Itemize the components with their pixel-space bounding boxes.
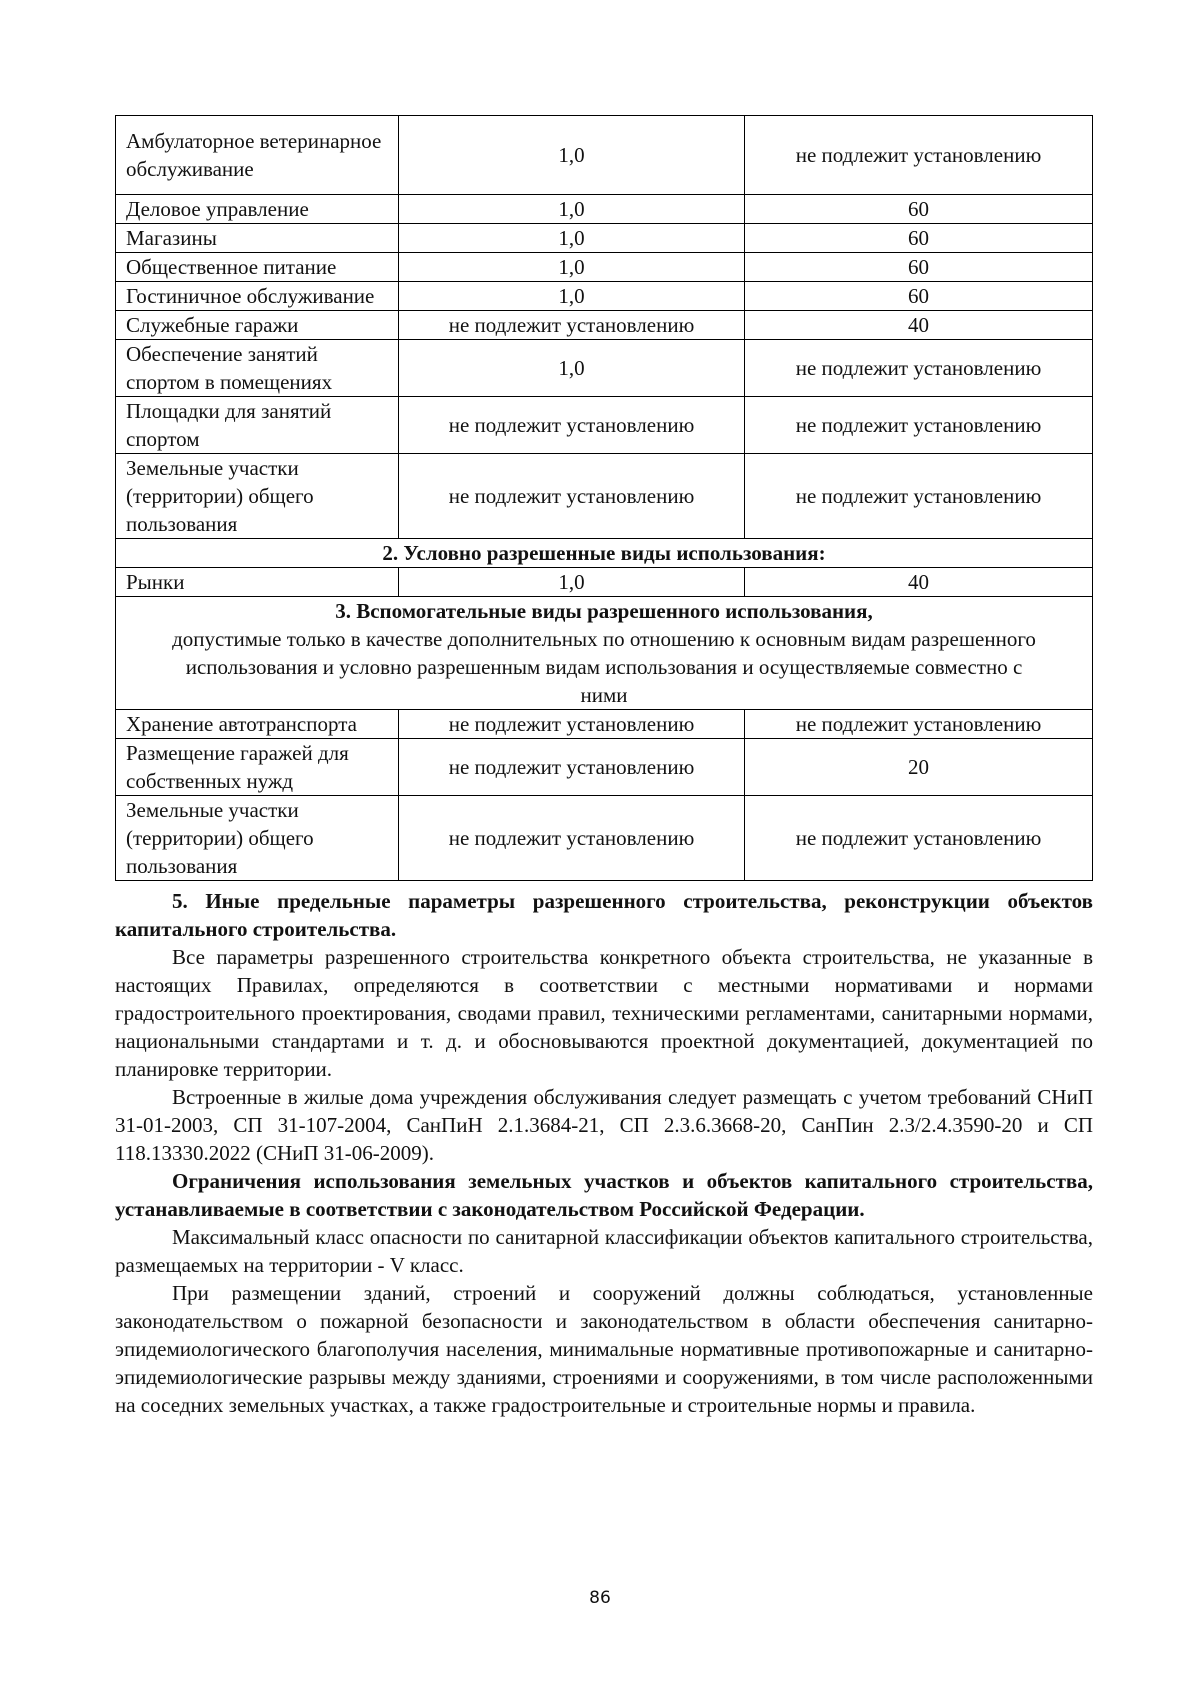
row-name: Земельные участки (территории) общего пользования: [116, 454, 399, 539]
row-value-1: 1,0: [399, 568, 745, 597]
restrictions-heading: Ограничения использования земельных участков и объектов капитального строительства, устанавливаемые в соответствии с законодательством Российской Федерации.: [115, 1169, 1093, 1221]
table-row: [116, 311, 1093, 340]
section-header-row: [116, 597, 1093, 710]
row-value-2: не подлежит установлению: [745, 116, 1093, 195]
table-row: [116, 796, 1093, 881]
paragraph: При размещении зданий, строений и сооружений должны соблюдаться, установленные законодательством о пожарной безопасности и законодательством в области обеспечения санитарно-эпидемиологического благополучия населения, минимальные нормативные противопожарные и санитарно-эпидемиологические разрывы между зданиями, строениями и сооружениями, в том числе расположенными на соседних земельных участках, а также градостроительные и строительные нормы и правила.: [115, 1281, 1093, 1417]
row-value-1: не подлежит установлению: [399, 739, 745, 796]
row-value-2: 20: [745, 739, 1093, 796]
document-page: [115, 115, 1093, 1419]
body-text: [115, 887, 1093, 1419]
row-value-1: 1,0: [399, 253, 745, 282]
row-value-2: не подлежит установлению: [745, 796, 1093, 881]
row-name: Площадки для занятий спортом: [116, 397, 399, 454]
row-value-2: 60: [745, 282, 1093, 311]
section-5-heading: 5. Иные предельные параметры разрешенного строительства, реконструкции объектов капитального строительства.: [115, 889, 1093, 941]
row-value-2: 60: [745, 224, 1093, 253]
row-name: Хранение автотранспорта: [116, 710, 399, 739]
row-value-2: не подлежит установлению: [745, 397, 1093, 454]
row-value-1: не подлежит установлению: [399, 397, 745, 454]
section-3-title: 3. Вспомогательные виды разрешенного использования,: [335, 599, 873, 623]
table-row: [116, 739, 1093, 796]
table-row: [116, 710, 1093, 739]
row-value-1: не подлежит установлению: [399, 796, 745, 881]
section-2-title: 2. Условно разрешенные виды использования:: [116, 539, 1093, 568]
row-value-1: не подлежит установлению: [399, 454, 745, 539]
row-value-2: 40: [745, 568, 1093, 597]
row-name: Амбулаторное ветеринарное обслуживание: [116, 116, 399, 195]
row-name: Рынки: [116, 568, 399, 597]
section-header-row: [116, 539, 1093, 568]
row-name: Деловое управление: [116, 195, 399, 224]
table-row: [116, 340, 1093, 397]
row-value-2: 60: [745, 253, 1093, 282]
table-row: [116, 116, 1093, 195]
row-value-1: 1,0: [399, 195, 745, 224]
paragraph: Все параметры разрешенного строительства конкретного объекта строительства, не указанные в настоящих Правилах, определяются в соответствии с местными нормативами и нормами градостроительного проектирования, сводами правил, техническими регламентами, санитарными нормами, национальными стандартами и т. д. и обосновываются проектной документацией, документацией по планировке территории.: [115, 945, 1093, 1081]
row-value-1: 1,0: [399, 282, 745, 311]
page-number: 86: [589, 1588, 611, 1608]
row-value-1: не подлежит установлению: [399, 311, 745, 340]
parameters-table: [115, 115, 1093, 881]
row-name: Гостиничное обслуживание: [116, 282, 399, 311]
row-name: Магазины: [116, 224, 399, 253]
row-name: Служебные гаражи: [116, 311, 399, 340]
table-row: [116, 195, 1093, 224]
row-value-1: не подлежит установлению: [399, 710, 745, 739]
row-value-1: 1,0: [399, 116, 745, 195]
table-row: [116, 454, 1093, 539]
row-value-1: 1,0: [399, 224, 745, 253]
table-row: [116, 224, 1093, 253]
row-value-2: не подлежит установлению: [745, 340, 1093, 397]
section-3-header: [116, 597, 1093, 710]
table-row: [116, 568, 1093, 597]
row-name: Размещение гаражей для собственных нужд: [116, 739, 399, 796]
table-row: [116, 253, 1093, 282]
row-value-2: не подлежит установлению: [745, 710, 1093, 739]
row-name: Обеспечение занятий спортом в помещениях: [116, 340, 399, 397]
row-value-2: не подлежит установлению: [745, 454, 1093, 539]
row-value-2: 60: [745, 195, 1093, 224]
row-name: Земельные участки (территории) общего пользования: [116, 796, 399, 881]
section-3-subtitle: допустимые только в качестве дополнительных по отношению к основным видам разрешенного использования и условно разрешенным видам использования и осуществляемые совместно с ними: [172, 627, 1036, 707]
paragraph: Максимальный класс опасности по санитарной классификации объектов капитального строительства, размещаемых на территории - V класс.: [115, 1225, 1093, 1277]
table-row: [116, 397, 1093, 454]
row-value-1: 1,0: [399, 340, 745, 397]
table-row: [116, 282, 1093, 311]
row-name: Общественное питание: [116, 253, 399, 282]
paragraph: Встроенные в жилые дома учреждения обслуживания следует размещать с учетом требований СНиП 31-01-2003, СП 31-107-2004, СанПиН 2.1.3684-21, СП 2.3.6.3668-20, СанПин 2.3/2.4.3590-20 и СП 118.13330.2022 (СНиП 31-06-2009).: [115, 1085, 1093, 1165]
row-value-2: 40: [745, 311, 1093, 340]
